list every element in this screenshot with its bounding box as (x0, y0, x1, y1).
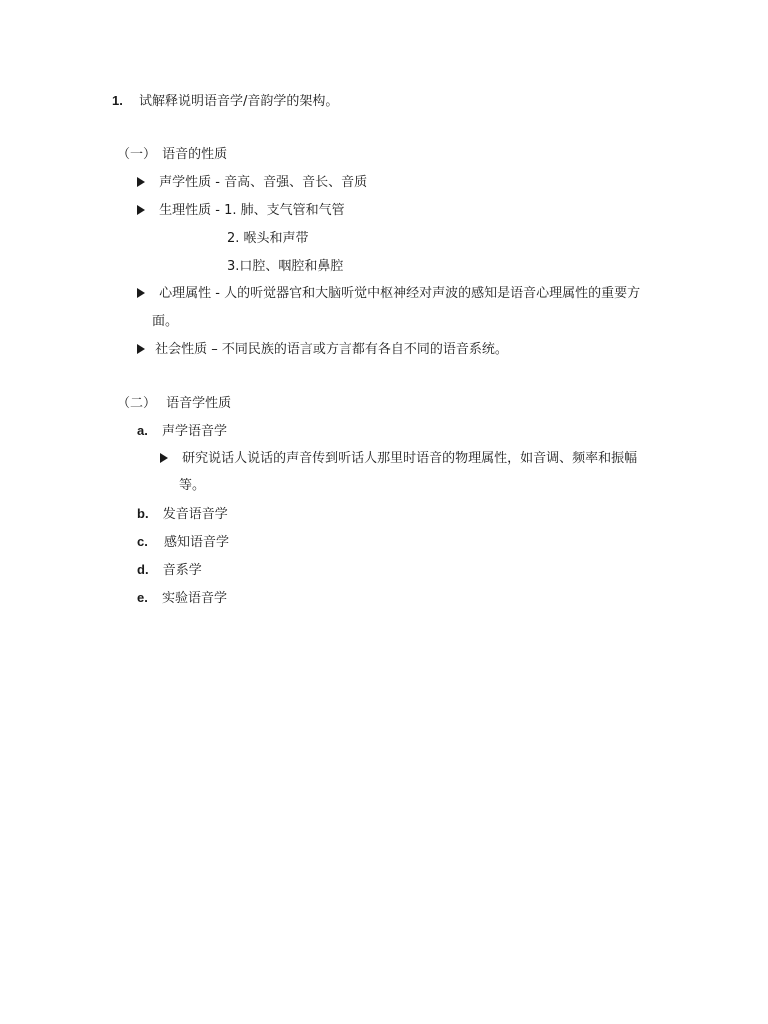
section-1-heading (117, 146, 227, 164)
arrow-bullet-icon (137, 205, 145, 215)
arrow-bullet-icon (137, 344, 145, 354)
section-2-item-a (137, 422, 227, 441)
subitem-3: 3.口腔、咽腔和鼻腔 (227, 259, 344, 274)
item-text: 实验语音学 (161, 591, 227, 606)
section-1-item-4 (137, 341, 508, 359)
arrow-bullet-icon (137, 177, 145, 187)
section-1-item-3 (137, 285, 640, 303)
section-2-item-b (137, 505, 228, 524)
section-2-heading (117, 395, 231, 413)
question-text: 试解释说明语音学/音韵学的架构。 (138, 94, 339, 109)
question-number: 1. (112, 93, 123, 108)
section-1-item-1 (137, 174, 367, 192)
question-heading (112, 92, 338, 111)
subitem-2: 2. 喉头和声带 (227, 231, 309, 246)
section-2-item-c (137, 533, 229, 552)
item-letter: c. (137, 534, 148, 549)
detail-continuation: 等。 (179, 478, 206, 493)
arrow-bullet-icon (137, 288, 145, 298)
arrow-bullet-icon (160, 453, 168, 463)
section-2-title: 语音学性质 (166, 396, 232, 411)
item-text: 生理性质 - (159, 203, 225, 218)
section-2-item-e (137, 589, 227, 608)
item-letter: a. (137, 423, 148, 438)
item-letter: d. (137, 562, 149, 577)
item-text: 发音语音学 (162, 507, 228, 522)
subitem-1: 1. 肺、支气管和气管 (224, 203, 345, 218)
item-letter: b. (137, 506, 149, 521)
item-text: 音系学 (162, 563, 202, 578)
item-text: 声学性质 - 音高、音强、音长、音质 (159, 175, 368, 190)
item-text: 声学语音学 (161, 424, 227, 439)
detail-text: 研究说话人说话的声音传到听话人那里时语音的物理属性，如音调、频率和振幅 (182, 451, 638, 466)
item-letter: e. (137, 590, 148, 605)
item-continuation: 面。 (152, 314, 179, 329)
section-1-marker: （一） (117, 147, 157, 162)
item-text: 心理属性 - 人的听觉器官和大脑听觉中枢神经对声波的感知是语音心理属性的重要方 (159, 286, 641, 301)
item-text: 社会性质 – 不同民族的语言或方言都有各自不同的语音系统。 (155, 342, 508, 357)
section-2-marker: （二） (117, 396, 157, 411)
section-1-title: 语音的性质 (162, 147, 228, 162)
section-1-item-2 (137, 202, 345, 220)
item-text: 感知语音学 (163, 535, 229, 550)
section-2-item-a-detail (160, 450, 637, 468)
section-2-item-d (137, 561, 202, 580)
